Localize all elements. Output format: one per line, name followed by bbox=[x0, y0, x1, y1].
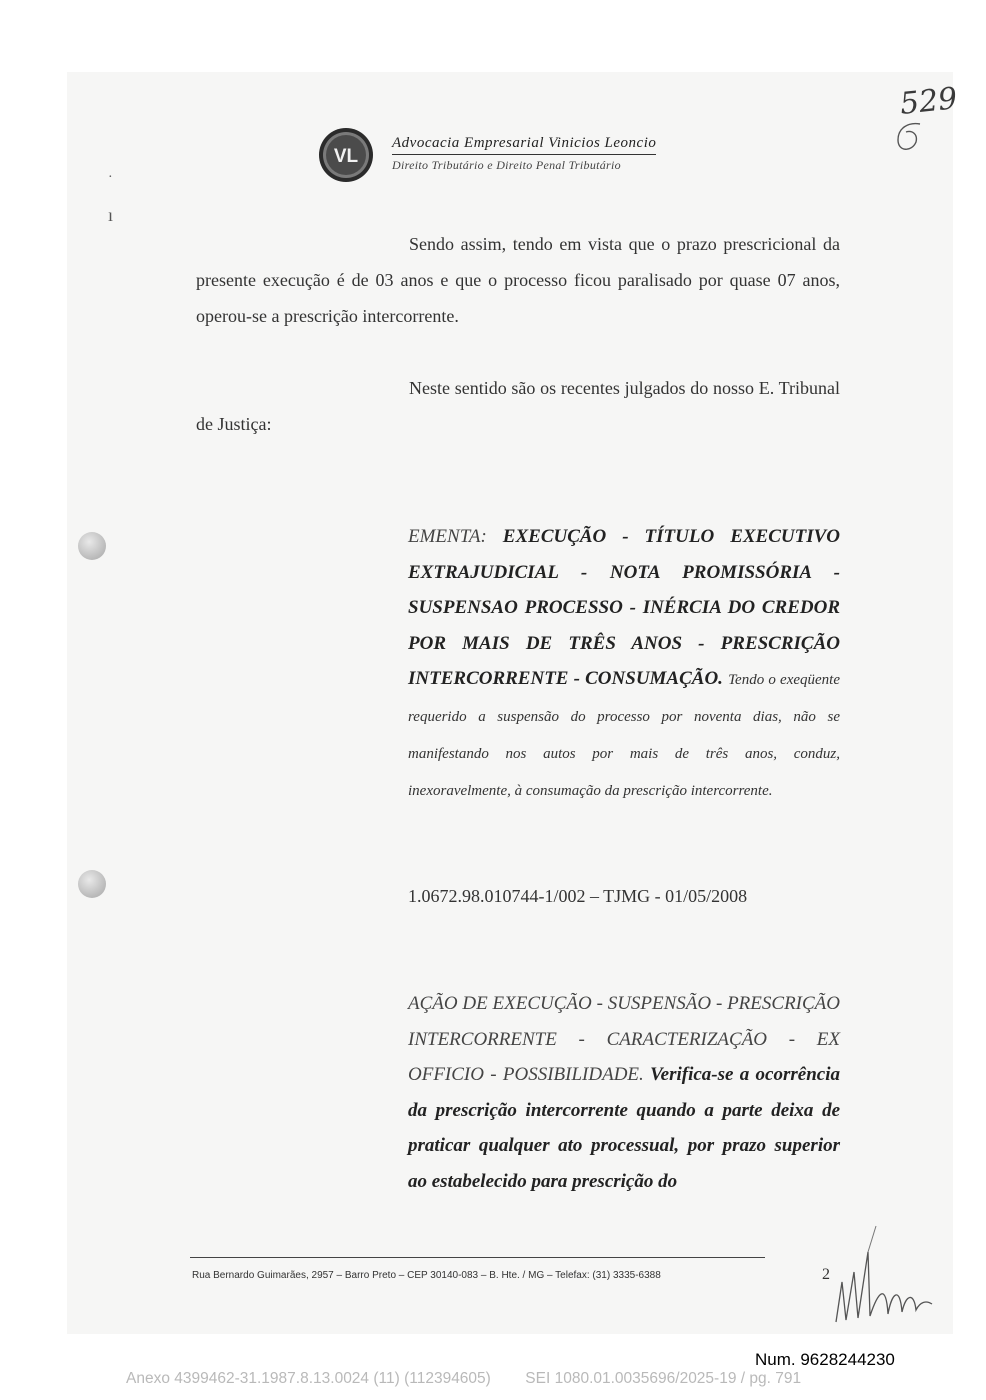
footer-address: Rua Bernardo Guimarães, 2957 – Barro Preto – CEP 30140-083 – B. Hte. / MG – Telefax: (31) 3335-6388 bbox=[192, 1270, 661, 1281]
handwritten-folio: 529 bbox=[898, 81, 959, 122]
punch-hole-top bbox=[78, 532, 106, 560]
annex-stamp bbox=[126, 1370, 801, 1388]
punch-hole-bottom bbox=[78, 870, 106, 898]
paragraph-julgados bbox=[196, 370, 840, 442]
paragraph2-text: Neste sentido são os recentes julgados do nosso E. Tribunal de Justiça: bbox=[196, 378, 840, 434]
firm-header bbox=[392, 134, 712, 173]
ementa-1-title: EXECUÇÃO - TÍTULO EXECUTIVO EXTRAJUDICIAL - NOTA PROMISSÓRIA - SUSPENSAO PROCESSO - INÉRCIA DO CREDOR POR MAIS DE TRÊS ANOS - PRESCRIÇÃO INTERCORRENTE - CONSUMAÇÃO. bbox=[408, 526, 840, 689]
page-number: 2 bbox=[822, 1266, 830, 1283]
handwritten-mark bbox=[890, 118, 930, 158]
ementa-label: EMENTA: bbox=[408, 526, 487, 547]
annex-id: Anexo 4399462-31.1987.8.13.0024 (11) (112394605) bbox=[126, 1370, 491, 1387]
firm-subtitle: Direito Tributário e Direito Penal Tributário bbox=[392, 158, 621, 172]
paragraph1-text: Sendo assim, tendo em vista que o prazo prescricional da presente execução é de 03 anos e que o processo ficou paralisado por quase 07 anos, operou-se a prescrição intercorrente. bbox=[196, 234, 840, 326]
footer-rule bbox=[190, 1257, 765, 1258]
ementa-1-text: Tendo o exeqüente requerido a suspensão do processo por noventa dias, não se manifestando nos autos por mais de três anos, conduz, inexoravelmente, à consumação da prescrição intercorrente. bbox=[408, 672, 840, 799]
ementa-1 bbox=[408, 519, 840, 809]
firm-logo bbox=[318, 127, 374, 183]
sei-id: SEI 1080.01.0035696/2025-19 / pg. 791 bbox=[525, 1370, 802, 1387]
document-number: Num. 9628244230 bbox=[755, 1350, 895, 1369]
ementa-1-reference: 1.0672.98.010744-1/002 – TJMG - 01/05/2008 bbox=[408, 886, 748, 906]
firm-name: Advocacia Empresarial Vinicios Leoncio bbox=[392, 135, 656, 155]
ementa-2-text: Verifica-se a ocorrência da prescrição intercorrente quando a parte deixa de praticar qualquer ato processual, por prazo superior ao estabelecido para prescrição do bbox=[408, 1064, 840, 1192]
scan-speck: ı bbox=[108, 205, 114, 225]
ementa-2 bbox=[408, 986, 840, 1199]
signature bbox=[828, 1222, 938, 1332]
paragraph-prescricao bbox=[196, 226, 840, 334]
logo-text: VL bbox=[333, 146, 359, 167]
scan-speck: · bbox=[108, 170, 113, 185]
ementa-2-title: AÇÃO DE EXECUÇÃO - SUSPENSÃO - PRESCRIÇÃO INTERCORRENTE - CARACTERIZAÇÃO - EX OFFICIO - POSSIBILIDADE. bbox=[408, 993, 840, 1085]
